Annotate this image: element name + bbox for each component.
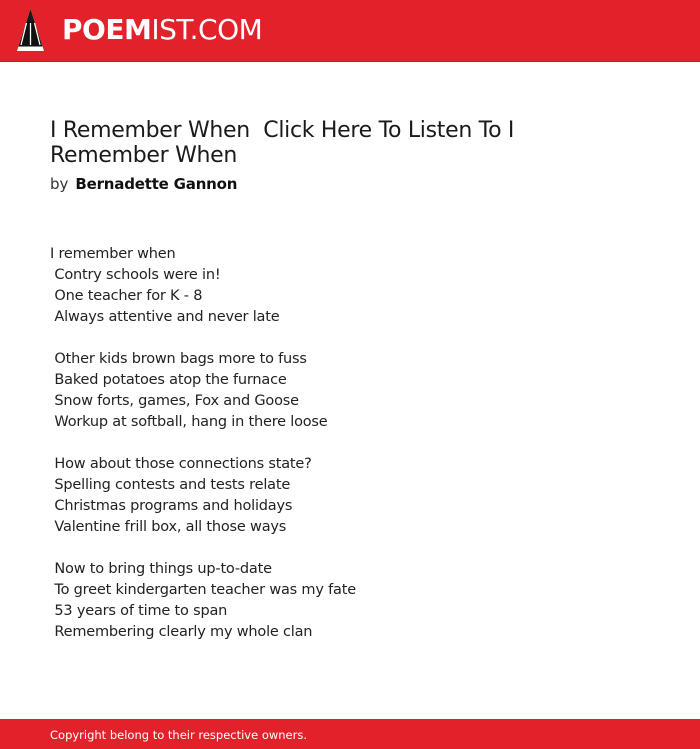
poem-line: Workup at softball, hang in there loose [50,414,328,430]
copyright-text: Copyright belong to their respective owners. [50,728,308,742]
byline [50,174,237,194]
poem-title: I Remember When Click Here To Listen To I Remember When [50,118,521,168]
poem-line: Now to bring things up-to-date [50,561,272,577]
site-logo-text[interactable] [62,13,262,47]
poem-stanza [50,349,650,433]
poem-stanza [50,244,650,328]
pencil-icon[interactable] [17,9,44,51]
poem-line: To greet kindergarten teacher was my fate [50,582,356,598]
poem-body [50,244,650,664]
site-header [0,0,700,62]
poem-line: Contry schools were in! [50,267,221,283]
poem-line: 53 years of time to span [50,603,228,619]
author-name[interactable]: Bernadette Gannon [75,175,238,193]
poem-line: Snow forts, games, Fox and Goose [50,393,299,409]
poem-stanza [50,559,650,643]
poem-line: Baked potatoes atop the furnace [50,372,287,388]
poem-line: Valentine frill box, all those ways [50,519,287,535]
poem-line: Always attentive and never late [50,309,280,325]
poem-line: Christmas programs and holidays [50,498,293,514]
site-footer [0,719,700,749]
by-label: by [50,175,69,193]
brand-bold: POEM [62,13,152,46]
poem-line: One teacher for K - 8 [50,288,203,304]
brand-light: IST.COM [151,13,263,46]
poem-line: Remembering clearly my whole clan [50,624,313,640]
poem-stanza [50,454,650,538]
poem-line: Other kids brown bags more to fuss [50,351,307,367]
poem-line: How about those connections state? [50,456,312,472]
poem-line: I remember when [50,246,176,262]
poem-line: Spelling contests and tests relate [50,477,291,493]
